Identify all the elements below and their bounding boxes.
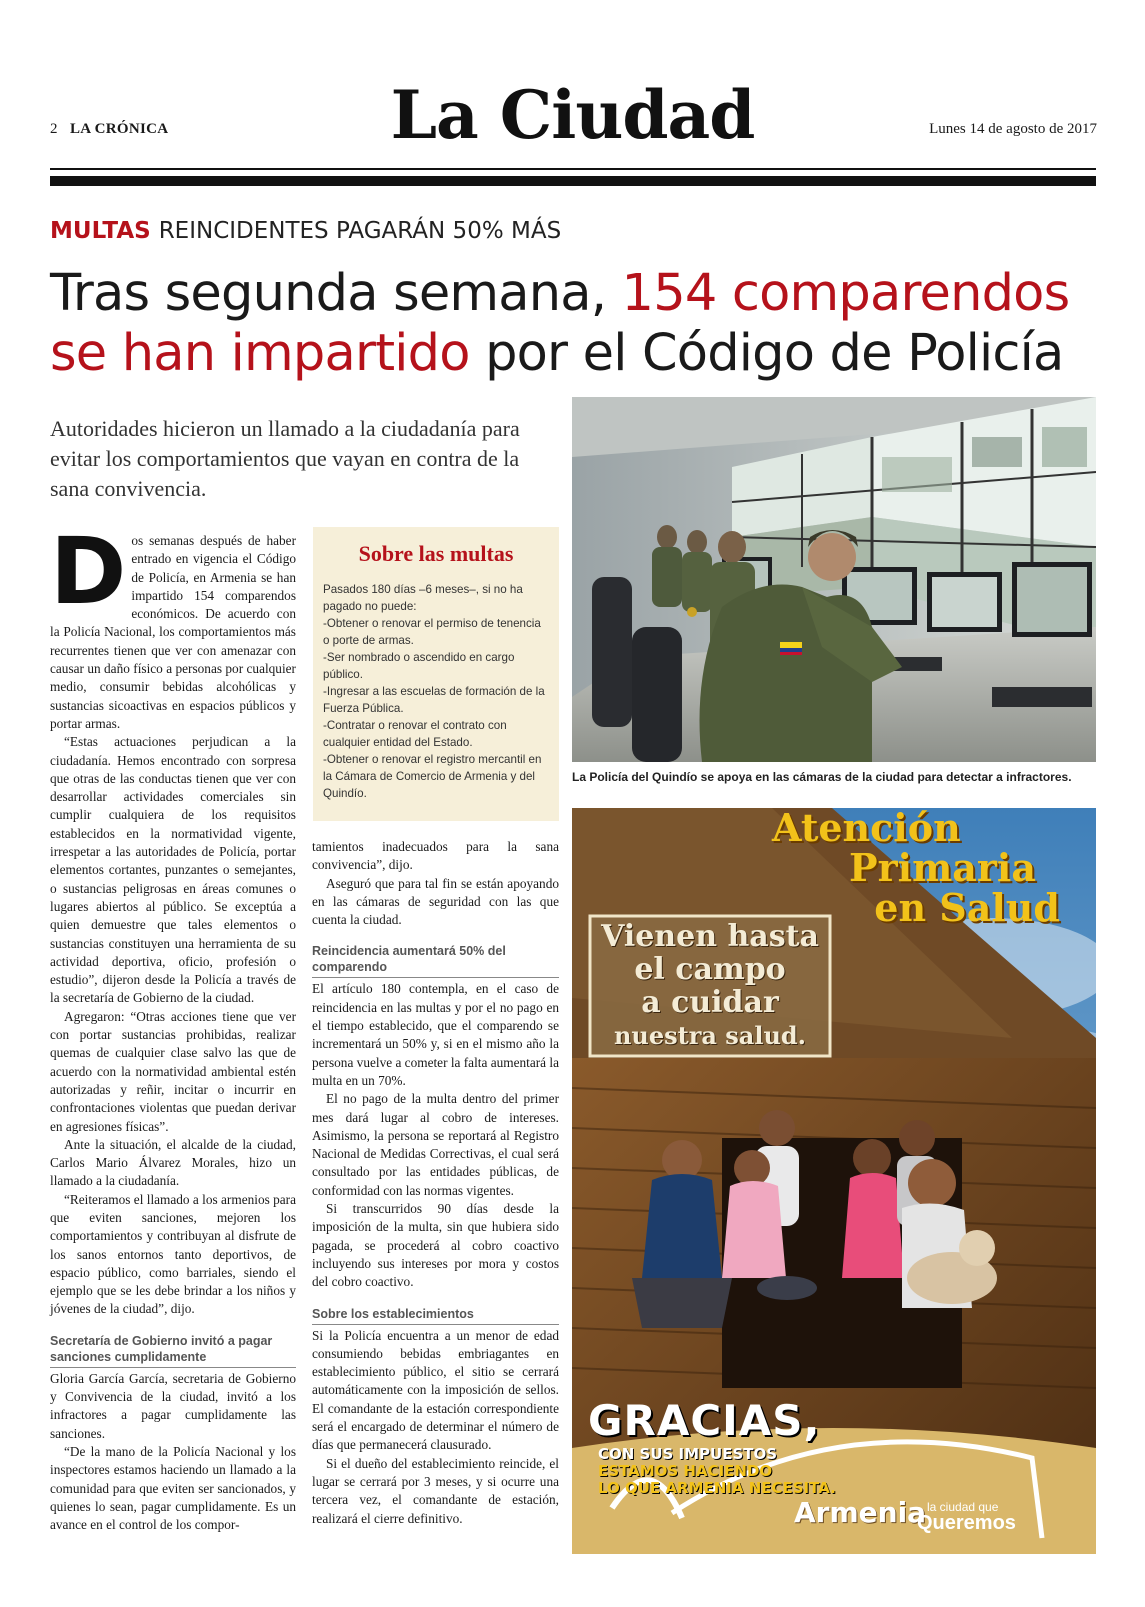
sidebar-line: -Contratar o renovar el contrato con cualquier entidad del Estado. bbox=[323, 719, 507, 749]
header-rule-thick bbox=[50, 176, 1096, 186]
ad-title-line: Atención bbox=[772, 808, 961, 850]
ad-tagline-line: ESTAMOS HACIENDO bbox=[598, 1462, 773, 1480]
paragraph: Aseguró que para tal fin se están apoyando en las cámaras de seguridad con las que cuenta la ciudad. bbox=[312, 875, 559, 928]
ad-title-line: en Salud bbox=[874, 885, 1060, 930]
article-column-1 bbox=[50, 518, 296, 1534]
page-number: 2 bbox=[50, 121, 58, 137]
paragraph: Si transcurridos 90 días desde la imposición de la multa, sin que hubiera sido pagada, se procederá al cobro coactivo incluyendo sus intereses por mora y costos del cobro coactivo. bbox=[312, 1201, 559, 1290]
news-photo bbox=[572, 397, 1096, 762]
ad-tagline-line: CON SUS IMPUESTOS bbox=[598, 1445, 778, 1463]
ad-title bbox=[772, 808, 1096, 928]
paragraph: os semanas después de haber entrado en vigencia el Código de Policía, en Armenia se han impartido 154 comparendos económicos. De acuerdo con la Policía Nacional, los comportamientos más recurrentes tienen que ver con amenazar con causar un daño físico a personas por cualquier medio, consumir bebidas alcohólicas y sustancias sicoactivas en espacios públicos y portar armas. bbox=[50, 533, 296, 731]
kicker-keyword: MULTAS bbox=[50, 218, 151, 244]
ad-sign-line: Vienen hasta bbox=[601, 919, 819, 954]
drop-cap: D bbox=[50, 518, 127, 625]
paragraph: Agregaron: “Otras acciones tiene que ver con portar sustancias prohibidas, realizar quemas de cualquier clase salvo las que de acuerdo con la normatividad ambiental estén autorizadas y reñir, incitar o incurrir en confrontaciones violentas que puedan derivar en agresiones físicas”. bbox=[50, 1008, 296, 1134]
paragraph: El artículo 180 contempla, en el caso de reincidencia en las multas y por el no pago en el tiempo establecido, que el comparendo se incrementará un 50% y, si en el mismo año la persona vuelve a cometer la falta aumentará la multa en un 70%. bbox=[312, 981, 559, 1088]
sidebar-body bbox=[323, 581, 549, 802]
photo-caption: La Policía del Quindío se apoya en las cámaras de la ciudad para detectar a infractores. bbox=[572, 770, 1072, 784]
control-room-illustration bbox=[572, 397, 1096, 762]
headline-part2: por el Código de Policía bbox=[469, 324, 1064, 384]
headline bbox=[50, 264, 1110, 384]
subhead: Reincidencia aumentará 50% del comparendo bbox=[312, 943, 559, 978]
ad-sign-line: el campo bbox=[634, 952, 786, 987]
paragraph: “Estas actuaciones perjudican a la ciudadanía. Hemos encontrado con sorpresa que otras de las conductas tienen que ver con desarrollar actividades comerciales sin cumplir cualquiera de los requisitos establecidos en la normatividad vigente, irrespetar a las autoridades de Policía, portar elementos cortantes, punzantes o semejantes, o sustancias peligrosas en áreas comunes o lugares abiertos al público. Se exceptúa a quien demuestre que tales elementos o sustancias constituyen una herramienta de su actividad deportiva, oficio, profesión o estudio”, dijeron desde la Policía a través de la secretaría de Gobierno de la ciudad. bbox=[50, 734, 296, 1006]
issue-date: Lunes 14 de agosto de 2017 bbox=[929, 121, 1097, 137]
paragraph: El no pago de la multa dentro del primer mes dará lugar al cobro de intereses. Asimismo, la persona se reportará al Registro Nacional de Medidas Correctivas, el cual será consultado por las entidades públicas, de conformidad con las normas vigentes. bbox=[312, 1091, 559, 1198]
ad-logo-tag2: Queremos bbox=[917, 1512, 1016, 1534]
ad-sign-line: nuestra salud. bbox=[613, 1021, 807, 1050]
paper-name: LA CRÓNICA bbox=[70, 121, 169, 137]
header-rule-thin bbox=[50, 168, 1096, 170]
paragraph: Ante la situación, el alcalde de la ciudad, Carlos Mario Álvarez Morales, hizo un llamado a la ciudadanía. bbox=[50, 1136, 296, 1189]
sidebar-title: Sobre las multas bbox=[358, 541, 514, 566]
headline-highlight: 154 comparendos se han impartido bbox=[50, 264, 1070, 384]
sidebar-line: -Ingresar a las escuelas de formación de la Fuerza Pública. bbox=[323, 685, 545, 715]
paragraph: “De la mano de la Policía Nacional y los inspectores estamos haciendo un llamado a la comunidad para que eviten ser sancionados, y quienes lo sean, pagar cumplidamente. Es un avance en el control de los compor- bbox=[50, 1443, 296, 1533]
subhead: Secretaría de Gobierno invitó a pagar sanciones cumplidamente bbox=[50, 1333, 296, 1368]
ad-sign bbox=[590, 920, 830, 1052]
sidebar-line: Pasados 180 días –6 meses–, si no ha pagado no puede: bbox=[323, 583, 523, 613]
ad-sign-line: a cuidar bbox=[641, 985, 779, 1020]
sidebar-box bbox=[313, 527, 559, 821]
deck: Autoridades hicieron un llamado a la ciudadanía para evitar los comportamientos que vayan en contra de la sana convivencia. bbox=[50, 416, 520, 501]
ad-title-line: Primaria bbox=[849, 845, 1036, 890]
subhead: Sobre los establecimientos bbox=[312, 1306, 559, 1325]
ad-thanks: GRACIAS, bbox=[588, 1396, 821, 1445]
paragraph: tamientos inadecuados para la sana convivencia”, dijo. bbox=[312, 839, 559, 873]
ad-tagline-line: LO QUE ARMENIA NECESITA. bbox=[598, 1479, 836, 1497]
kicker bbox=[50, 218, 561, 244]
ad-tagline bbox=[598, 1446, 836, 1497]
sidebar-line: -Ser nombrado o ascendido en cargo público. bbox=[323, 651, 515, 681]
ad-logo-tag1: la ciudad que bbox=[927, 1500, 999, 1514]
paragraph: “Reiteramos el llamado a los armenios para que eviten sanciones, mejoren los comportamientos y contribuyan al disfrute de los sanos entornos tanto deportivos, de espacio público, como barriales, siendo el ejemplo que se les debe brindar a los niños y jóvenes de la ciudad”, dijo. bbox=[50, 1191, 296, 1317]
paragraph: Si el dueño del establecimiento reincide, el lugar se cerrará por 3 meses, y si ocurre una tercera vez, el comandante de estación, realizará el cierre definitivo. bbox=[312, 1455, 559, 1526]
sidebar-line: -Obtener o renovar el permiso de tenencia o porte de armas. bbox=[323, 617, 541, 647]
kicker-text: REINCIDENTES PAGARÁN 50% MÁS bbox=[158, 218, 562, 244]
paragraph: Gloria García García, secretaria de Gobierno y Convivencia de la ciudad, invitó a los infractores a pagar cumplidamente las sanciones. bbox=[50, 1370, 296, 1441]
advertisement bbox=[572, 808, 1096, 1554]
article-column-2 bbox=[312, 838, 559, 1528]
sidebar-line: -Obtener o renovar el registro mercantil en la Cámara de Comercio de Armenia y del Quindío. bbox=[323, 753, 542, 800]
paragraph: Si la Policía encuentra a un menor de edad consumiendo bebidas embriagantes en establecimiento público, el sitio se cerrará automáticamente con la imposición de sellos. El comandante de la estación correspondiente será el encargado de determinar el número de días que permanecerá clausurado. bbox=[312, 1327, 559, 1453]
section-title: La Ciudad bbox=[390, 76, 755, 154]
headline-part1: Tras segunda semana, bbox=[50, 264, 622, 323]
ad-logo-name: Armenia bbox=[794, 1496, 927, 1529]
